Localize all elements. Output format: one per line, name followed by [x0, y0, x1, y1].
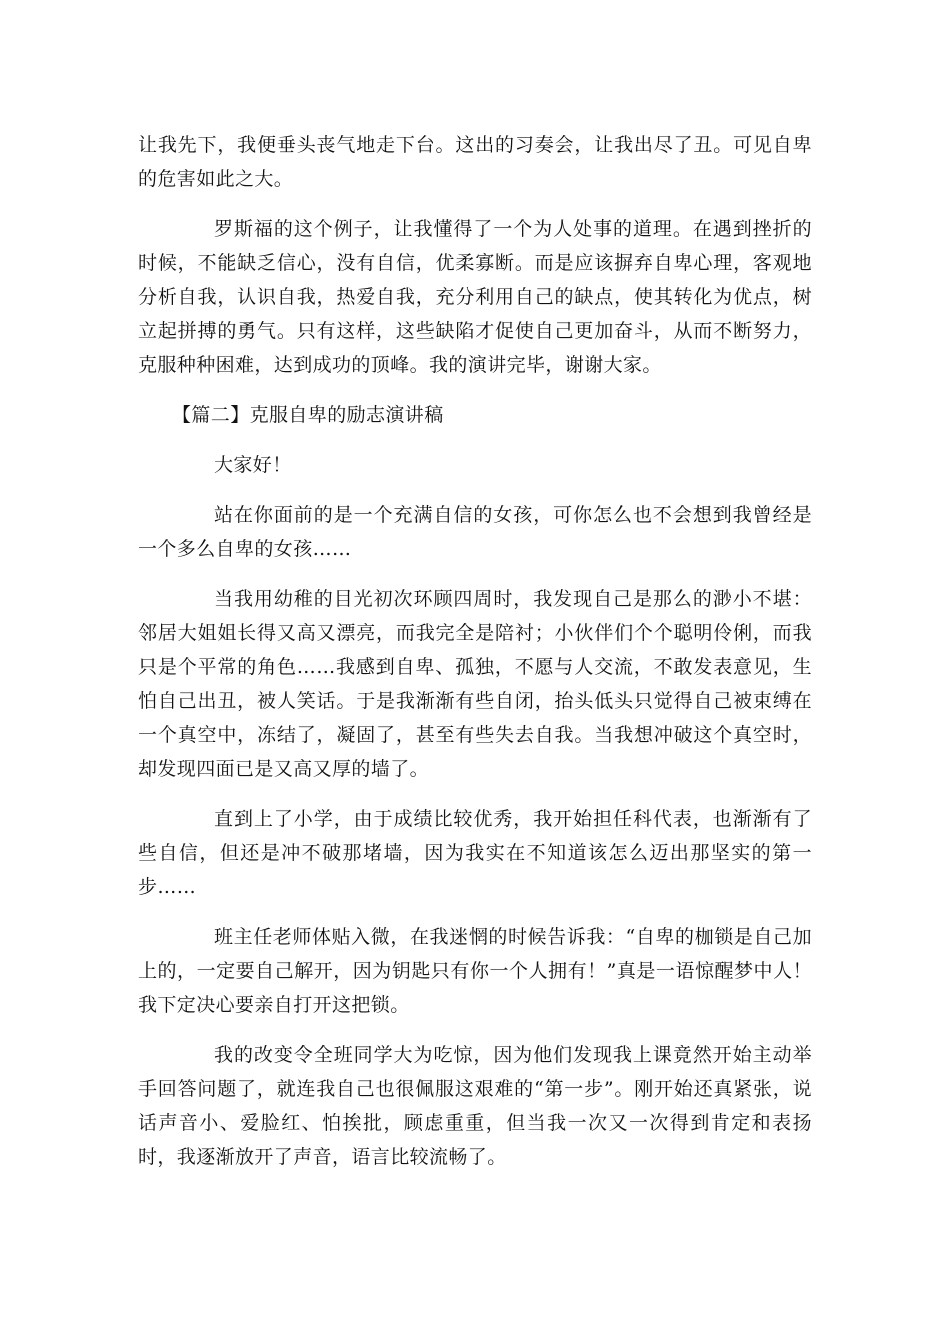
paragraph-teacher-advice: 班主任老师体贴入微，在我迷惘的时候告诉我：“自卑的枷锁是自己加上的，一定要自己解开，因为钥匙只有你一个人拥有！”真是一语惊醒梦中人！我下定决心要亲自打开这把锁。 — [138, 926, 812, 1016]
paragraph-continuation: 让我先下，我便垂头丧气地走下台。这出的习奏会，让我出尽了丑。可见自卑的危害如此之大。 — [138, 134, 812, 190]
paragraph-greeting: 大家好！ — [214, 454, 292, 476]
paragraph-change: 我的改变令全班同学大为吃惊，因为他们发现我上课竟然开始主动举手回答问题了，就连我自己也很佩服这艰难的“第一步”。刚开始还真紧张，说话声音小、爱脸红、怕挨批，顾虑重重，但当我一次又一次得到肯定和表扬时，我逐渐放开了声音，语言比较流畅了。 — [138, 1044, 812, 1168]
paragraph-intro: 站在你面前的是一个充满自信的女孩，可你怎么也不会想到我曾经是一个多么自卑的女孩…… — [138, 504, 812, 560]
document-page — [138, 128, 812, 1190]
paragraph-roosevelt-lesson: 罗斯福的这个例子，让我懂得了一个为人处事的道理。在遇到挫折的时候，不能缺乏信心，没有自信，优柔寡断。而是应该摒弃自卑心理，客观地分析自我，认识自我，热爱自我，充分利用自己的缺点，使其转化为优点，树立起拼搏的勇气。只有这样，这些缺陷才促使自己更加奋斗，从而不断努力，克服种种困难，达到成功的顶峰。我的演讲完毕，谢谢大家。 — [138, 218, 812, 376]
paragraph-primary-school: 直到上了小学，由于成绩比较优秀，我开始担任科代表，也渐渐有了些自信，但还是冲不破那堵墙，因为我实在不知道该怎么迈出那坚实的第一步…… — [138, 808, 812, 898]
paragraph-childhood: 当我用幼稚的目光初次环顾四周时，我发现自己是那么的渺小不堪：邻居大姐姐长得又高又漂亮，而我完全是陪衬；小伙伴们个个聪明伶俐，而我只是个平常的角色……我感到自卑、孤独，不愿与人交流，不敢发表意见，生怕自己出丑，被人笑话。于是我渐渐有些自闭，抬头低头只觉得自己被束缚在一个真空中，冻结了，凝固了，甚至有些失去自我。当我想冲破这个真空时，却发现四面已是又高又厚的墙了。 — [138, 588, 812, 780]
section-heading: 【篇二】克服自卑的励志演讲稿 — [172, 404, 444, 426]
